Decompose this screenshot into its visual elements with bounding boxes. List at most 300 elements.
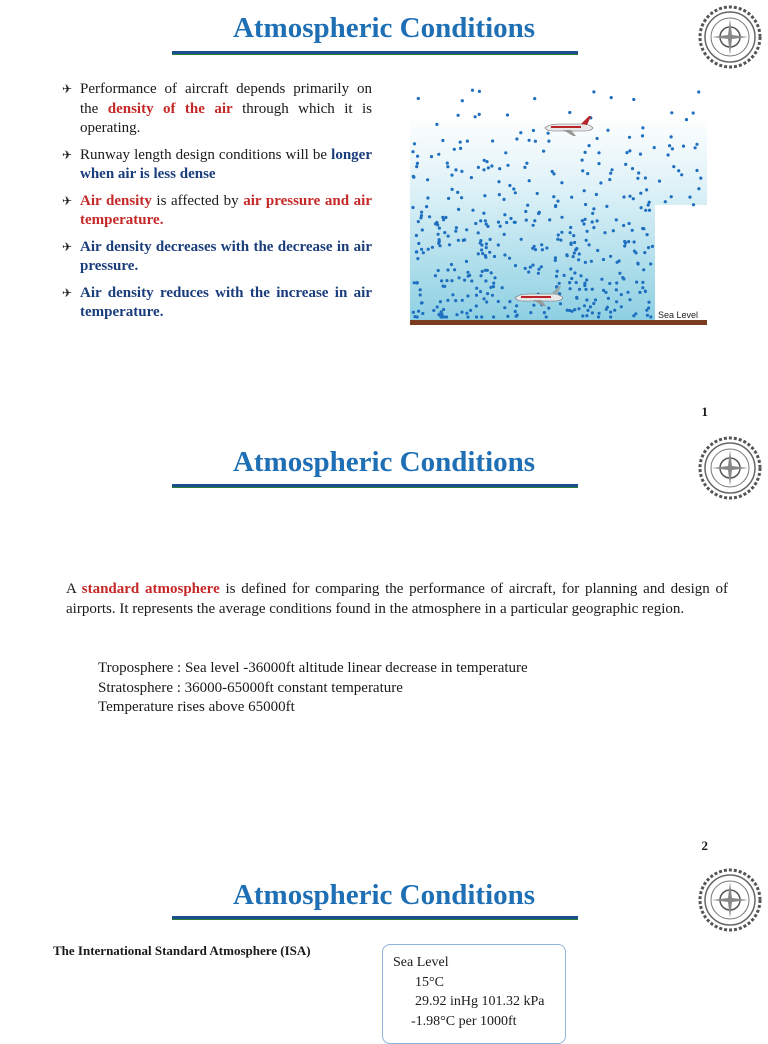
air-molecule-dot <box>574 248 577 251</box>
air-molecule-dot <box>486 269 489 272</box>
air-molecule-dot <box>506 164 509 167</box>
air-molecule-dot <box>608 178 611 181</box>
air-molecule-dot <box>592 226 595 229</box>
air-molecule-dot <box>454 299 457 302</box>
air-molecule-dot <box>454 168 457 171</box>
air-molecule-dot <box>644 176 647 179</box>
airplane-bullet-icon: ✈ <box>62 82 73 96</box>
air-molecule-dot <box>426 196 429 199</box>
air-molecule-dot <box>525 219 528 222</box>
air-molecule-dot <box>671 147 674 150</box>
air-molecule-dot <box>605 205 608 208</box>
airplane-bullet-icon: ✈ <box>62 285 73 300</box>
air-molecule-dot <box>524 267 527 270</box>
air-molecule-dot <box>695 143 698 146</box>
air-molecule-dot <box>432 309 435 312</box>
air-molecule-dot <box>493 276 496 279</box>
air-molecule-dot <box>437 153 440 156</box>
air-molecule-dot <box>520 238 523 241</box>
air-molecule-dot <box>591 311 594 314</box>
air-molecule-dot <box>445 315 448 318</box>
air-molecule-dot <box>606 306 609 309</box>
air-molecule-dot <box>634 251 637 254</box>
page-number: 2 <box>701 838 708 853</box>
air-molecule-dot <box>551 170 554 173</box>
air-molecule-dot <box>532 224 535 227</box>
air-molecule-dot <box>447 235 450 238</box>
air-molecule-dot <box>537 268 540 271</box>
air-molecule-dot <box>596 137 599 140</box>
air-molecule-dot <box>583 282 586 285</box>
air-molecule-dot <box>515 137 518 140</box>
bullet-text: density of the air <box>107 100 233 117</box>
air-molecule-dot <box>486 225 489 228</box>
air-molecule-dot <box>480 248 483 251</box>
air-molecule-dot <box>499 225 502 228</box>
air-molecule-dot <box>622 277 625 280</box>
air-molecule-dot <box>581 219 584 222</box>
air-molecule-dot <box>435 123 438 126</box>
air-molecule-dot <box>441 139 444 142</box>
air-molecule-dot <box>653 146 656 149</box>
air-molecule-dot <box>556 200 559 203</box>
air-molecule-dot <box>577 258 580 261</box>
layer-troposphere: Troposphere : Sea level -36000ft altitude linear decrease in temperature <box>98 660 528 676</box>
air-molecule-dot <box>545 246 548 249</box>
air-molecule-dot <box>481 270 484 273</box>
air-molecule-dot <box>508 257 511 260</box>
air-molecule-dot <box>485 160 488 163</box>
air-molecule-dot <box>492 285 495 288</box>
air-molecule-dot <box>552 195 555 198</box>
air-molecule-dot <box>459 141 462 144</box>
air-molecule-dot <box>573 252 576 255</box>
air-molecule-dot <box>529 266 532 269</box>
air-molecule-dot <box>658 180 661 183</box>
air-molecule-dot <box>641 281 644 284</box>
air-molecule-dot <box>643 251 646 254</box>
institute-emblem-icon <box>698 868 762 932</box>
air-molecule-dot <box>525 162 528 165</box>
air-molecule-dot <box>627 240 630 243</box>
air-molecule-dot <box>528 179 531 182</box>
air-molecule-dot <box>531 247 534 250</box>
air-molecule-dot <box>526 204 529 207</box>
air-molecule-dot <box>648 201 651 204</box>
air-molecule-dot <box>585 314 588 317</box>
airplane-bullet-icon: ✈ <box>62 147 73 162</box>
title-underline <box>172 484 578 488</box>
air-molecule-dot <box>591 288 594 291</box>
air-molecule-dot <box>575 296 578 299</box>
title-underline <box>172 916 578 920</box>
air-molecule-dot <box>469 309 472 312</box>
air-molecule-dot <box>579 274 582 277</box>
air-molecule-dot <box>637 171 640 174</box>
air-molecule-dot <box>649 262 652 265</box>
air-molecule-dot <box>421 301 424 304</box>
bullet-text: Performance of aircraft depends primarily on the <box>80 81 372 117</box>
air-molecule-dot <box>554 256 557 259</box>
air-molecule-dot <box>608 282 611 285</box>
air-molecule-dot <box>527 270 530 273</box>
air-molecule-dot <box>524 210 527 213</box>
air-molecule-dot <box>443 285 446 288</box>
air-molecule-dot <box>615 288 618 291</box>
air-molecule-dot <box>514 310 517 313</box>
air-molecule-dot <box>417 97 420 100</box>
air-molecule-dot <box>466 140 469 143</box>
air-molecule-dot <box>460 196 463 199</box>
air-molecule-dot <box>503 233 506 236</box>
air-molecule-dot <box>699 177 702 180</box>
air-molecule-dot <box>451 293 454 296</box>
airplane-bullet-icon: ✈ <box>62 193 73 208</box>
standard-atmosphere-term: standard atmosphere <box>81 581 220 597</box>
air-molecule-dot <box>466 294 469 297</box>
air-molecule-dot <box>641 286 644 289</box>
air-molecule-dot <box>411 206 414 209</box>
air-molecule-dot <box>411 150 414 153</box>
air-molecule-dot <box>631 167 634 170</box>
air-molecule-dot <box>506 315 509 318</box>
air-molecule-dot <box>426 178 429 181</box>
air-molecule-dot <box>628 222 631 225</box>
air-molecule-dot <box>644 290 647 293</box>
air-molecule-dot <box>628 136 631 139</box>
air-molecule-dot <box>484 279 487 282</box>
air-molecule-dot <box>595 193 598 196</box>
air-molecule-dot <box>670 111 673 114</box>
air-molecule-dot <box>437 269 440 272</box>
air-molecule-dot <box>597 151 600 154</box>
air-molecule-dot <box>454 230 457 233</box>
air-molecule-dot <box>555 275 558 278</box>
air-molecule-dot <box>628 149 631 152</box>
institute-emblem-icon <box>698 5 762 69</box>
air-molecule-dot <box>570 277 573 280</box>
air-molecule-dot <box>677 169 680 172</box>
air-molecule-dot <box>470 279 473 282</box>
air-molecule-dot <box>491 294 494 297</box>
air-molecule-dot <box>477 231 480 234</box>
air-molecule-dot <box>484 219 487 222</box>
air-molecule-dot <box>413 281 416 284</box>
air-molecule-dot <box>470 176 473 179</box>
air-molecule-dot <box>412 311 415 314</box>
air-molecule-dot <box>477 252 480 255</box>
sea-level-conditions-box <box>382 944 566 1044</box>
air-molecule-dot <box>453 268 456 271</box>
air-molecule-dot <box>560 231 563 234</box>
air-molecule-dot <box>609 315 612 318</box>
air-molecule-dot <box>682 145 685 148</box>
air-molecule-dot <box>537 272 540 275</box>
box-line: -1.98°C per 1000ft <box>411 1013 517 1029</box>
air-molecule-dot <box>479 241 482 244</box>
air-molecule-dot <box>513 221 516 224</box>
air-molecule-dot <box>570 242 573 245</box>
bullet-text: air pressure and air temperature. <box>80 192 373 228</box>
air-molecule-dot <box>645 309 648 312</box>
air-molecule-dot <box>532 304 535 307</box>
air-molecule-dot <box>559 239 562 242</box>
air-molecule-dot <box>417 242 420 245</box>
bullet-text: Air density decreases with the decrease in air pressure. <box>80 238 372 274</box>
air-molecule-dot <box>599 181 602 184</box>
air-molecule-dot <box>446 165 449 168</box>
air-molecule-dot <box>490 271 493 274</box>
air-molecule-dot <box>639 192 642 195</box>
air-molecule-dot <box>498 167 501 170</box>
air-molecule-dot <box>420 214 423 217</box>
air-molecule-dot <box>623 244 626 247</box>
air-molecule-dot <box>639 153 642 156</box>
air-molecule-dot <box>631 229 634 232</box>
air-molecule-dot <box>569 267 572 270</box>
air-molecule-dot <box>498 193 501 196</box>
air-molecule-dot <box>615 218 618 221</box>
air-molecule-dot <box>586 309 589 312</box>
air-molecule-dot <box>609 255 612 258</box>
air-molecule-dot <box>436 305 439 308</box>
air-molecule-dot <box>569 231 572 234</box>
air-molecule-dot <box>480 315 483 318</box>
air-molecule-dot <box>572 234 575 237</box>
air-molecule-dot <box>497 180 500 183</box>
air-molecule-dot <box>438 238 441 241</box>
intro-text-rest: is defined for comparing the performance of aircraft, for planning and design of airports. It represents the average conditions found in the atmosphere in a particular geographic region. <box>66 581 728 617</box>
air-molecule-dot <box>560 216 563 219</box>
air-molecule-dot <box>636 177 639 180</box>
air-molecule-dot <box>620 305 623 308</box>
air-molecule-dot <box>523 166 526 169</box>
air-molecule-dot <box>439 300 442 303</box>
air-molecule-dot <box>695 169 698 172</box>
air-molecule-dot <box>688 196 691 199</box>
air-molecule-dot <box>448 243 451 246</box>
air-molecule-dot <box>485 300 488 303</box>
air-molecule-dot <box>651 245 654 248</box>
air-molecule-dot <box>465 312 468 315</box>
air-molecule-dot <box>463 279 466 282</box>
box-line: 15°C <box>415 974 444 990</box>
air-molecule-dot <box>431 246 434 249</box>
air-molecule-dot <box>547 132 550 135</box>
air-molecule-dot <box>475 287 478 290</box>
air-molecule-dot <box>477 166 480 169</box>
air-molecule-dot <box>647 203 650 206</box>
air-molecule-dot <box>646 314 649 317</box>
air-molecule-dot <box>548 218 551 221</box>
air-molecule-dot <box>624 163 627 166</box>
air-molecule-dot <box>623 240 626 243</box>
air-molecule-dot <box>457 208 460 211</box>
air-molecule-dot <box>597 162 600 165</box>
air-molecule-dot <box>451 188 454 191</box>
air-molecule-dot <box>584 261 587 264</box>
air-molecule-dot <box>438 313 441 316</box>
air-molecule-dot <box>519 131 522 134</box>
air-molecule-dot <box>488 251 491 254</box>
sea-level-label: Sea Level <box>658 310 699 320</box>
air-molecule-dot <box>634 312 637 315</box>
air-molecule-dot <box>506 113 509 116</box>
air-molecule-dot <box>622 195 625 198</box>
air-molecule-dot <box>609 311 612 314</box>
air-molecule-dot <box>460 170 463 173</box>
air-molecule-dot <box>570 196 573 199</box>
air-molecule-dot <box>641 126 644 129</box>
air-molecule-dot <box>610 96 613 99</box>
bullet-text: longer when air is less dense <box>80 146 372 182</box>
air-molecule-dot <box>566 254 569 257</box>
air-molecule-dot <box>573 271 576 274</box>
air-molecule-dot <box>697 90 700 93</box>
air-molecule-dot <box>584 218 587 221</box>
air-molecule-dot <box>534 140 537 143</box>
air-molecule-dot <box>568 309 571 312</box>
air-molecule-dot <box>478 90 481 93</box>
box-line: Sea Level <box>393 955 449 970</box>
slide-title: Atmospheric Conditions <box>232 446 536 478</box>
isa-heading: The International Standard Atmosphere (ISA) <box>53 943 311 958</box>
air-molecule-dot <box>602 258 605 261</box>
air-molecule-dot <box>685 118 688 121</box>
air-molecule-dot <box>568 111 571 114</box>
air-molecule-dot <box>442 218 445 221</box>
air-molecule-dot <box>483 297 486 300</box>
air-molecule-dot <box>514 191 517 194</box>
air-molecule-dot <box>591 220 594 223</box>
air-molecule-dot <box>582 222 585 225</box>
title-underline <box>172 51 578 55</box>
air-molecule-dot <box>640 206 643 209</box>
air-molecule-dot <box>641 134 644 137</box>
bullet-text: is affected by <box>151 192 244 209</box>
air-molecule-dot <box>419 288 422 291</box>
air-molecule-dot <box>475 294 478 297</box>
air-molecule-dot <box>529 311 532 314</box>
slide-title: Atmospheric Conditions <box>232 879 536 911</box>
air-molecule-dot <box>540 243 543 246</box>
air-molecule-dot <box>445 279 448 282</box>
air-molecule-dot <box>542 150 545 153</box>
air-molecule-dot <box>609 172 612 175</box>
air-density-figure <box>410 75 707 325</box>
air-molecule-dot <box>459 147 462 150</box>
air-molecule-dot <box>478 113 481 116</box>
air-molecule-dot <box>584 288 587 291</box>
air-molecule-dot <box>578 288 581 291</box>
air-molecule-dot <box>482 168 485 171</box>
air-molecule-dot <box>697 187 700 190</box>
air-molecule-dot <box>692 203 695 206</box>
air-molecule-dot <box>450 279 453 282</box>
air-molecule-dot <box>668 144 671 147</box>
air-molecule-dot <box>620 293 623 296</box>
air-molecule-dot <box>466 315 469 318</box>
air-molecule-dot <box>646 233 649 236</box>
air-molecule-dot <box>421 312 424 315</box>
air-molecule-dot <box>586 230 589 233</box>
air-molecule-dot <box>430 155 433 158</box>
air-molecule-dot <box>577 307 580 310</box>
air-molecule-dot <box>450 174 453 177</box>
air-molecule-dot <box>531 264 534 267</box>
air-molecule-dot <box>481 252 484 255</box>
air-molecule-dot <box>638 291 641 294</box>
air-molecule-dot <box>644 209 647 212</box>
air-molecule-dot <box>632 197 635 200</box>
air-molecule-dot <box>583 304 586 307</box>
air-molecule-dot <box>584 151 587 154</box>
airplane-bullet-icon: ✈ <box>62 239 73 254</box>
air-molecule-dot <box>557 233 560 236</box>
air-molecule-dot <box>461 299 464 302</box>
air-molecule-dot <box>554 204 557 207</box>
air-molecule-dot <box>471 89 474 92</box>
air-molecule-dot <box>458 276 461 279</box>
air-molecule-dot <box>463 238 466 241</box>
air-molecule-dot <box>505 221 508 224</box>
air-molecule-dot <box>503 213 506 216</box>
air-molecule-dot <box>581 169 584 172</box>
air-molecule-dot <box>628 195 631 198</box>
page-number: 1 <box>701 404 708 419</box>
air-molecule-dot <box>442 308 445 311</box>
air-molecule-dot <box>440 279 443 282</box>
air-molecule-dot <box>606 129 609 132</box>
air-molecule-dot <box>474 115 477 118</box>
air-molecule-dot <box>465 260 468 263</box>
air-molecule-dot <box>628 298 631 301</box>
air-molecule-dot <box>575 281 578 284</box>
air-molecule-dot <box>692 111 695 114</box>
air-molecule-dot <box>475 304 478 307</box>
air-molecule-dot <box>667 153 670 156</box>
air-molecule-dot <box>425 205 428 208</box>
air-molecule-dot <box>413 142 416 145</box>
air-molecule-dot <box>503 306 506 309</box>
air-molecule-dot <box>515 315 518 318</box>
air-molecule-dot <box>416 257 419 260</box>
air-molecule-dot <box>503 253 506 256</box>
standard-atmosphere-paragraph <box>66 580 728 619</box>
air-molecule-dot <box>465 228 468 231</box>
air-molecule-dot <box>502 198 505 201</box>
air-molecule-dot <box>672 165 675 168</box>
air-molecule-dot <box>612 229 615 232</box>
air-molecule-dot <box>512 187 515 190</box>
bullet-list <box>62 80 372 330</box>
air-molecule-dot <box>456 191 459 194</box>
air-molecule-dot <box>585 239 588 242</box>
bullet-item <box>62 238 372 277</box>
air-molecule-dot <box>508 300 511 303</box>
air-molecule-dot <box>415 234 418 237</box>
layer-above: Temperature rises above 65000ft <box>98 699 295 715</box>
air-molecule-dot <box>427 248 430 251</box>
air-molecule-dot <box>694 146 697 149</box>
layer-stratosphere: Stratosphere : 36000-65000ft constant temperature <box>98 679 403 696</box>
air-molecule-dot <box>563 274 566 277</box>
bullet-item <box>62 284 372 323</box>
air-molecule-dot <box>648 209 651 212</box>
air-molecule-dot <box>598 312 601 315</box>
air-molecule-dot <box>560 181 563 184</box>
air-molecule-dot <box>416 162 419 165</box>
